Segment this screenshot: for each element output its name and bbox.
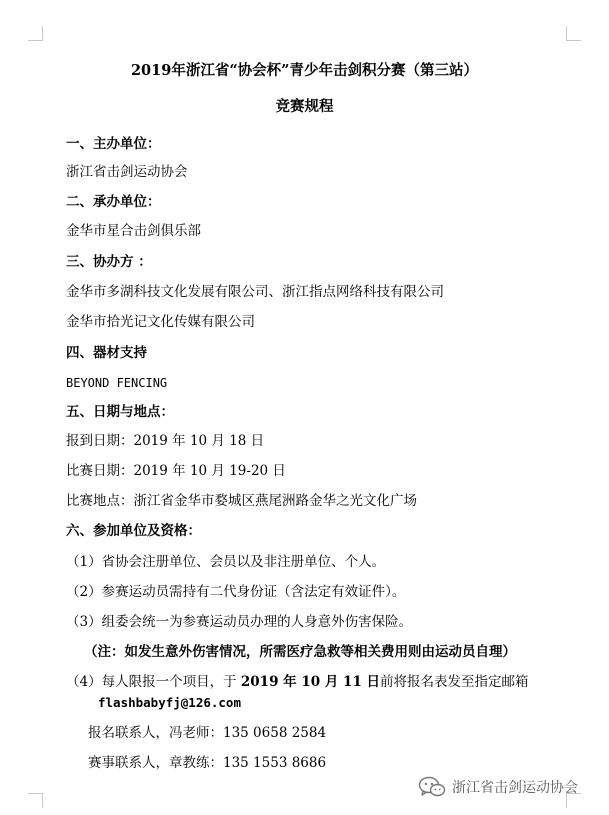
item-4-suffix: 前将报名表发至指定邮箱	[380, 674, 529, 690]
eligibility-item-4	[66, 673, 529, 691]
watermark-text: 浙江省击剑运动协会	[452, 780, 578, 796]
watermark	[418, 776, 578, 798]
organizer-text: 浙江省击剑运动协会	[66, 164, 188, 180]
insurance-note: （注：如发生意外伤害情况，所需医疗急救等相关费用则由运动员自理）	[84, 644, 516, 660]
page-corner-mark-top-right	[566, 26, 581, 41]
competition-date: 比赛日期：2019 年 10 月 19-20 日	[66, 463, 286, 479]
organizer-heading: 一、主办单位：	[66, 136, 161, 152]
document-subtitle: 竞赛规程	[275, 98, 334, 115]
wechat-icon	[418, 776, 446, 798]
eligibility-item-3: （3）组委会统一为参赛运动员办理的人身意外伤害保险。	[66, 614, 413, 630]
registration-deadline: 2019 年 10 月 11 日	[240, 674, 381, 690]
venue: 比赛地点：浙江省金华市婺城区燕尾洲路金华之光文化广场	[66, 493, 417, 509]
item-4-prefix: （4）每人限报一个项目，于	[66, 674, 241, 690]
equipment-text: BEYOND FENCING	[66, 376, 168, 390]
eligibility-item-2: （2）参赛运动员需持有二代身份证（含法定有效证件）。	[66, 584, 406, 600]
eligibility-heading: 六、参加单位及资格：	[66, 523, 201, 539]
undertaker-text: 金华市星合击剑俱乐部	[66, 223, 201, 239]
page-corner-mark-top-left	[28, 26, 43, 41]
registration-email[interactable]: flashbabyfj@126.com	[98, 695, 241, 710]
document-title: 2019年浙江省“协会杯”青少年击剑积分赛（第三站）	[130, 62, 479, 79]
equipment-heading: 四、器材支持	[66, 345, 147, 361]
co-organizer-heading: 三、协办方 ：	[66, 254, 152, 270]
co-organizer-line-2: 金华市拾光记文化传媒有限公司	[66, 314, 255, 330]
date-heading: 五、日期与地点：	[66, 404, 174, 420]
event-contact: 赛事联系人，章教练：135 1553 8686	[88, 755, 327, 771]
eligibility-item-1: （1）省协会注册单位、会员以及非注册单位、个人。	[66, 554, 386, 570]
registration-date: 报到日期：2019 年 10 月 18 日	[66, 433, 265, 449]
page-corner-mark-bottom-left	[28, 793, 43, 808]
registration-contact: 报名联系人，冯老师：135 0658 2584	[88, 725, 327, 741]
co-organizer-line-1: 金华市多湖科技文化发展有限公司、浙江指点网络科技有限公司	[66, 284, 444, 300]
undertaker-heading: 二、承办单位：	[66, 194, 161, 210]
